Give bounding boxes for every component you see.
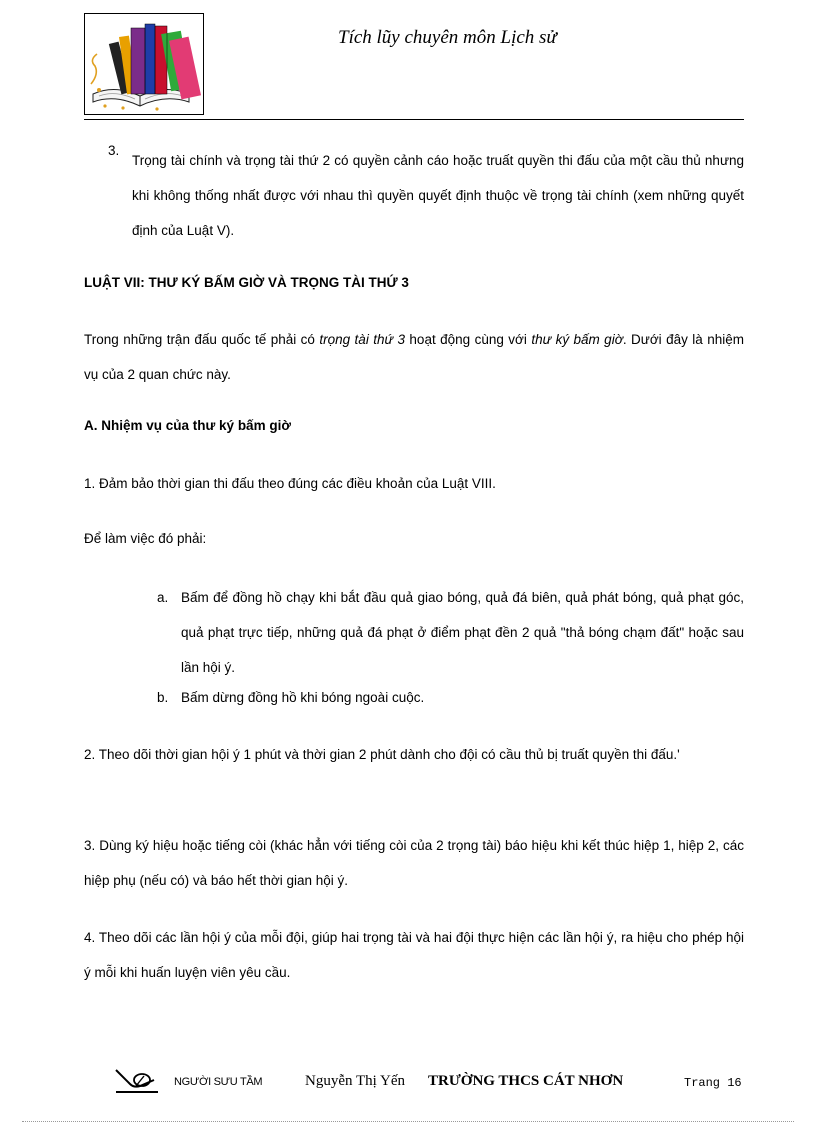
sub-list-letter: b.	[157, 690, 169, 705]
hand-writing-icon	[114, 1066, 160, 1096]
paragraph: 3. Dùng ký hiệu hoặc tiếng còi (khác hẳn với tiếng còi của 2 trọng tài) báo hiệu khi kết thúc hiệp 1, hiệp 2, các hiệp phụ (nếu có) và báo hết thời gian hội ý.	[84, 838, 744, 888]
law-heading: LUẬT VII: THƯ KÝ BẤM GIỜ VÀ TRỌNG TÀI THỨ 3	[84, 275, 409, 290]
page-number: Trang 16	[684, 1076, 742, 1090]
books-icon	[84, 13, 204, 115]
section-heading: A. Nhiệm vụ của thư ký bấm giờ	[84, 418, 291, 433]
paragraph: 4. Theo dõi các lần hội ý của mỗi đội, giúp hai trọng tài và hai đội thực hiện các lần hội ý, ra hiệu cho phép hội ý mỗi khi huấn luyện viên yêu cầu.	[84, 930, 744, 980]
sub-list-text: Bấm dừng đồng hồ khi bóng ngoài cuộc.	[181, 690, 425, 705]
intro-text: Trong những trận đấu quốc tế phải có	[84, 332, 320, 347]
paragraph: 2. Theo dõi thời gian hội ý 1 phút và thời gian 2 phút dành cho đội có cầu thủ bị truất quyền thi đấu.'	[84, 747, 680, 762]
intro-text: . Dưới đây là nhiệm vụ của 2 quan chức này.	[84, 332, 745, 382]
footer-school: TRƯỜNG THCS CÁT NHƠN	[428, 1073, 624, 1089]
sub-list-letter: a.	[157, 590, 169, 605]
paragraph: 1. Đảm bảo thời gian thi đấu theo đúng các điều khoản của Luật VIII.	[84, 476, 496, 491]
footer-collector-label: NGƯỜI SƯU TẦM	[174, 1076, 263, 1088]
sub-list-text: Bấm để đồng hồ chạy khi bắt đầu quả giao bóng, quả đá biên, quả phát bóng, quả phạt góc, quả phạt trực tiếp, những quả đá phạt ở điểm phạt đền 2 quả "thả bóng chạm đất" hoặc sau lần hội ý.	[181, 590, 744, 675]
intro-emphasis: thư ký bấm giờ	[531, 332, 623, 347]
list-text: Trọng tài chính và trọng tài thứ 2 có quyền cảnh cáo hoặc truất quyền thi đấu của một cầu thủ nhưng khi không thống nhất được với nhau thì quyền quyết định thuộc về trọng tài chính (xem những quyết định của Luật V).	[132, 153, 744, 238]
page-footer	[0, 1064, 816, 1104]
intro-paragraph	[84, 322, 744, 392]
footer-divider	[22, 1121, 794, 1122]
intro-text: hoạt động cùng với	[405, 332, 532, 347]
intro-emphasis: trọng tài thứ 3	[319, 332, 405, 347]
footer-author-name: Nguyễn Thị Yến	[305, 1073, 405, 1089]
list-number: 3.	[108, 143, 120, 158]
page-title: Tích lũy chuyên môn Lịch sử	[338, 27, 557, 48]
header-divider	[84, 119, 744, 120]
paragraph: Để làm việc đó phải:	[84, 531, 207, 546]
